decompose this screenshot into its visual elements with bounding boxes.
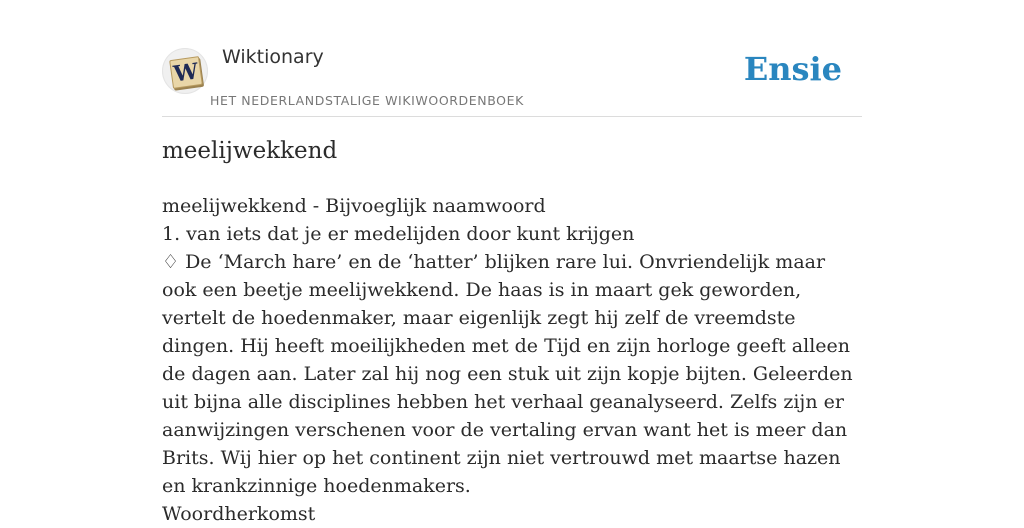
site-name-link[interactable]: Wiktionary xyxy=(222,46,324,68)
page-title: meelijwekkend xyxy=(162,138,338,164)
entry-headline: meelijwekkend - Bijvoeglijk naamwoord xyxy=(162,195,546,217)
section-heading-woordherkomst: Woordherkomst xyxy=(162,503,316,525)
entry-body xyxy=(162,192,862,528)
wiktionary-logo[interactable] xyxy=(162,48,208,94)
entry-example: ♢ De ‘March hare’ en de ‘hatter’ blijken rare lui. Onvriendelijk maar ook een beetje meelijwekkend. De haas is in maart gek geworden, vertelt de hoedenmaker, maar eigenlijk zegt hij zelf de vreemdste dingen. Hij heeft moeilijkheden met de Tijd en zijn horloge geeft alleen de dagen aan. Later zal hij nog een stuk uit zijn kopje bijten. Geleerden uit bijna alle disciplines hebben het verhaal geanalyseerd. Zelfs zijn er aanwijzingen verschenen voor de vertaling ervan want het is meer dan Brits. Wij hier op het continent zijn niet vertrouwd met maartse hazen en krankzinnige hoedenmakers. xyxy=(162,251,853,497)
site-tagline: HET NEDERLANDSTALIGE WIKIWOORDENBOEK xyxy=(210,93,524,108)
wiktionary-logo-icon: W xyxy=(169,56,203,89)
site-header xyxy=(162,40,862,117)
entry-definition: 1. van iets dat je er medelijden door kunt krijgen xyxy=(162,223,635,245)
ensie-brand-link[interactable]: Ensie xyxy=(743,50,842,88)
